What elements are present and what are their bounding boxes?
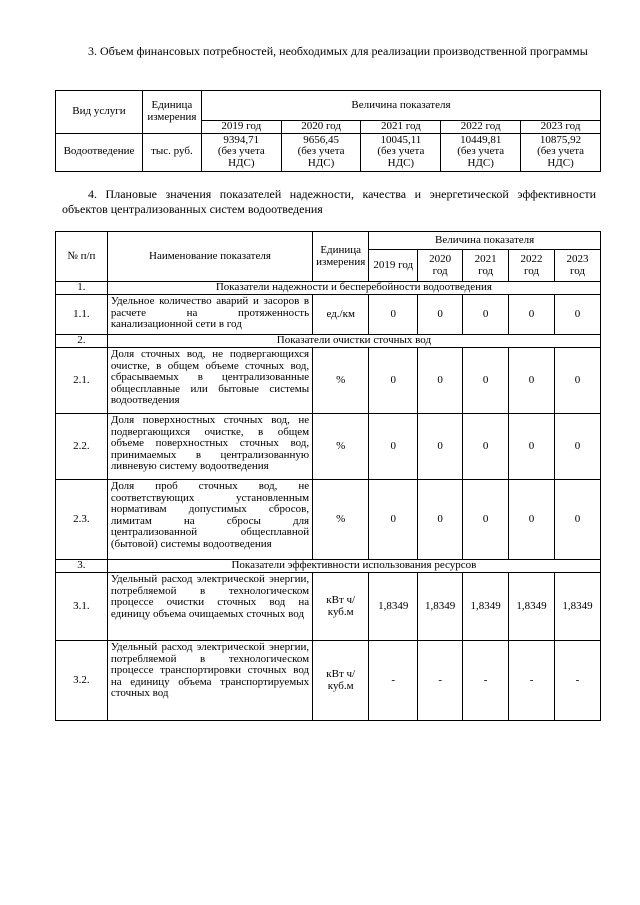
table-row [56,414,601,480]
year-header: 2023 год [555,250,601,282]
row-value: 0 [555,414,601,480]
row-value: - [463,641,509,721]
unit-cell: тыс. руб. [142,133,201,171]
row-value: 0 [509,295,555,335]
row-value: 0 [463,295,509,335]
year-header: 2020 год [281,121,361,134]
row-value: 0 [369,295,418,335]
row-value: 0 [555,295,601,335]
section-num: 2. [56,335,108,348]
header-unit: Единица измерения [142,91,201,134]
row-value: 0 [463,480,509,560]
header-unit: Единица измерения [313,232,369,282]
row-value: - [509,641,555,721]
row-value: 0 [509,348,555,414]
row-value: 0 [369,414,418,480]
row-value: 0 [369,348,418,414]
value-cell: 9656,45 (без учета НДС) [281,133,361,171]
header-value: Величина показателя [201,91,600,121]
year-header: 2023 год [521,121,601,134]
row-value: 1,8349 [509,573,555,641]
section-title: Показатели очистки сточных вод [107,335,600,348]
value-cell: 10875,92 (без учета НДС) [521,133,601,171]
section-row [56,560,601,573]
table-row [56,348,601,414]
year-header: 2022 год [509,250,555,282]
financial-needs-table [55,90,601,172]
year-header: 2020 год [418,250,463,282]
table-row [56,133,601,171]
table-row [56,295,601,335]
section-row [56,282,601,295]
row-value: 0 [418,295,463,335]
row-num: 2.1. [56,348,108,414]
row-value: 1,8349 [369,573,418,641]
row-name: Доля сточных вод, не подвергающихся очистке, в общем объеме сточных вод, сбрасываемых в централизованные общесплавные или бытовые системы водоотведения [107,348,312,414]
value-cell: 9394,71 (без учета НДС) [201,133,281,171]
year-header: 2019 год [201,121,281,134]
table-row [56,641,601,721]
row-value: 0 [418,480,463,560]
row-value: 0 [555,348,601,414]
row-value: 0 [463,348,509,414]
row-unit: % [313,348,369,414]
value-cell: 10045,11 (без учета НДС) [361,133,441,171]
table-row [56,573,601,641]
section-num: 1. [56,282,108,295]
header-num: № п/п [56,232,108,282]
row-value: 1,8349 [463,573,509,641]
row-value: 0 [369,480,418,560]
row-name: Доля поверхностных сточных вод, не подвергающихся очистке, в общем объеме поверхностных сточных вод, принимаемых в централизованную ливневую систему водоотведения [107,414,312,480]
row-name: Удельный расход электрической энергии, потребляемой в технологическом процессе очистки сточных вод на единицу объема очищаемых сточных вод [107,573,312,641]
row-value: - [369,641,418,721]
header-value: Величина показателя [369,232,601,250]
year-header: 2021 год [361,121,441,134]
row-value: - [555,641,601,721]
row-value: 1,8349 [555,573,601,641]
section-title: Показатели эффективности использования ресурсов [107,560,600,573]
section-3-heading: 3. Объем финансовых потребностей, необходимых для реализации производственной программы [88,44,588,58]
value-cell: 10449,81 (без учета НДС) [441,133,521,171]
row-name: Удельное количество аварий и засоров в расчете на протяженность канализационной сети в год [107,295,312,335]
row-value: 0 [463,414,509,480]
row-num: 1.1. [56,295,108,335]
header-name: Наименование показателя [107,232,312,282]
year-header: 2019 год [369,250,418,282]
row-num: 3.1. [56,573,108,641]
year-header: 2021 год [463,250,509,282]
row-unit: % [313,414,369,480]
header-service: Вид услуги [56,91,143,134]
row-num: 3.2. [56,641,108,721]
row-name: Удельный расход электрической энергии, потребляемой в технологическом процессе транспортировки сточных вод на единицу объема транспортируемых сточных вод [107,641,312,721]
service-cell: Водоотведение [56,133,143,171]
row-value: 0 [509,480,555,560]
indicators-table [55,231,601,721]
row-value: 0 [509,414,555,480]
row-unit: ед./км [313,295,369,335]
table-row [56,480,601,560]
row-value: 0 [418,348,463,414]
row-unit: кВт ч/куб.м [313,573,369,641]
year-header: 2022 год [441,121,521,134]
row-value: 1,8349 [418,573,463,641]
section-row [56,335,601,348]
section-num: 3. [56,560,108,573]
row-unit: кВт ч/куб.м [313,641,369,721]
row-num: 2.2. [56,414,108,480]
row-value: 0 [555,480,601,560]
row-value: - [418,641,463,721]
section-title: Показатели надежности и бесперебойности водоотведения [107,282,600,295]
section-4-heading: 4. Плановые значения показателей надежности, качества и энергетической эффективности объектов централизованных систем водоотведения [62,187,596,216]
row-value: 0 [418,414,463,480]
row-unit: % [313,480,369,560]
row-name: Доля проб сточных вод, не соответствующих установленным нормативам допустимых сбросов, лимитам на сбросы для централизованной общесплавной (бытовой) системы водоотведения [107,480,312,560]
row-num: 2.3. [56,480,108,560]
